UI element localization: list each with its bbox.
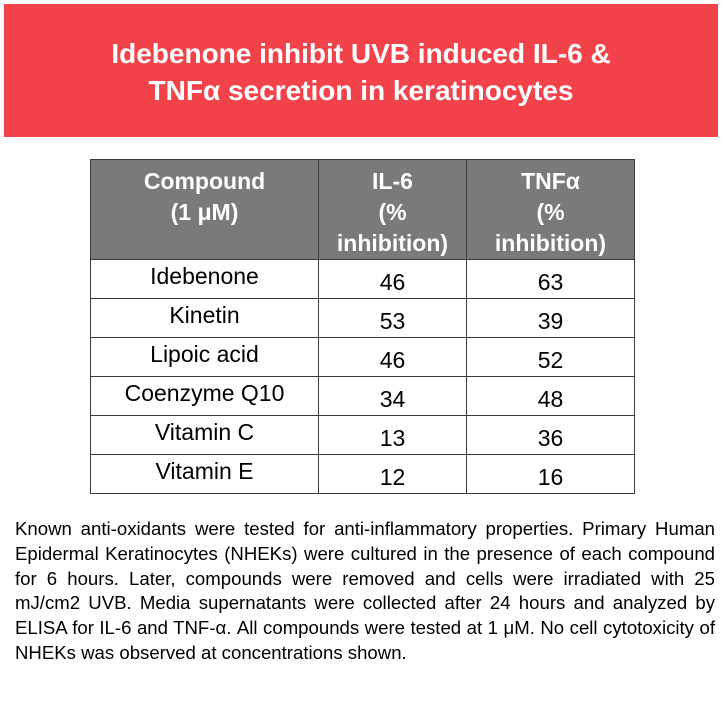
il6-cell: 13	[319, 416, 467, 455]
tnf-cell: 48	[467, 377, 635, 416]
compound-cell: Lipoic acid	[91, 338, 319, 377]
table-row	[91, 416, 635, 455]
table-row	[91, 338, 635, 377]
compound-cell: Vitamin C	[91, 416, 319, 455]
title-line-2: TNFα secretion in keratinocytes	[148, 74, 574, 106]
il6-cell: 12	[319, 455, 467, 494]
compound-cell: Idebenone	[91, 260, 319, 299]
page-title	[111, 35, 610, 109]
il6-cell: 46	[319, 338, 467, 377]
tnf-cell: 39	[467, 299, 635, 338]
table-header-row	[91, 160, 635, 260]
tnf-cell: 16	[467, 455, 635, 494]
table-row	[91, 377, 635, 416]
table-row	[91, 455, 635, 494]
table-row	[91, 260, 635, 299]
title-line-1: Idebenone inhibit UVB induced IL-6 &	[111, 37, 611, 69]
header-tnf: TNFα (% inhibition)	[467, 160, 635, 260]
header-compound: Compound (1 μM)	[91, 160, 319, 260]
tnf-cell: 36	[467, 416, 635, 455]
tnf-cell: 63	[467, 260, 635, 299]
header-il6: IL-6 (% inhibition)	[319, 160, 467, 260]
il6-cell: 53	[319, 299, 467, 338]
title-banner	[4, 4, 718, 137]
compound-cell: Vitamin E	[91, 455, 319, 494]
compound-cell: Coenzyme Q10	[91, 377, 319, 416]
compound-cell: Kinetin	[91, 299, 319, 338]
il6-cell: 34	[319, 377, 467, 416]
results-table	[90, 159, 635, 494]
il6-cell: 46	[319, 260, 467, 299]
caption-text: Known anti-oxidants were tested for anti-inflammatory properties. Primary Human Epidermal Keratinocytes (NHEKs) were cultured in the presence of each compound for 6 hours. Later, compounds were removed and cells were irradiated with 25 mJ/cm2 UVB. Media supernatants were collected after 24 hours and analyzed by ELISA for IL-6 and TNF-α. All compounds were tested at 1 μM. No cell cytotoxicity of NHEKs was observed at concentrations shown.	[15, 518, 715, 663]
table-row	[91, 299, 635, 338]
tnf-cell: 52	[467, 338, 635, 377]
